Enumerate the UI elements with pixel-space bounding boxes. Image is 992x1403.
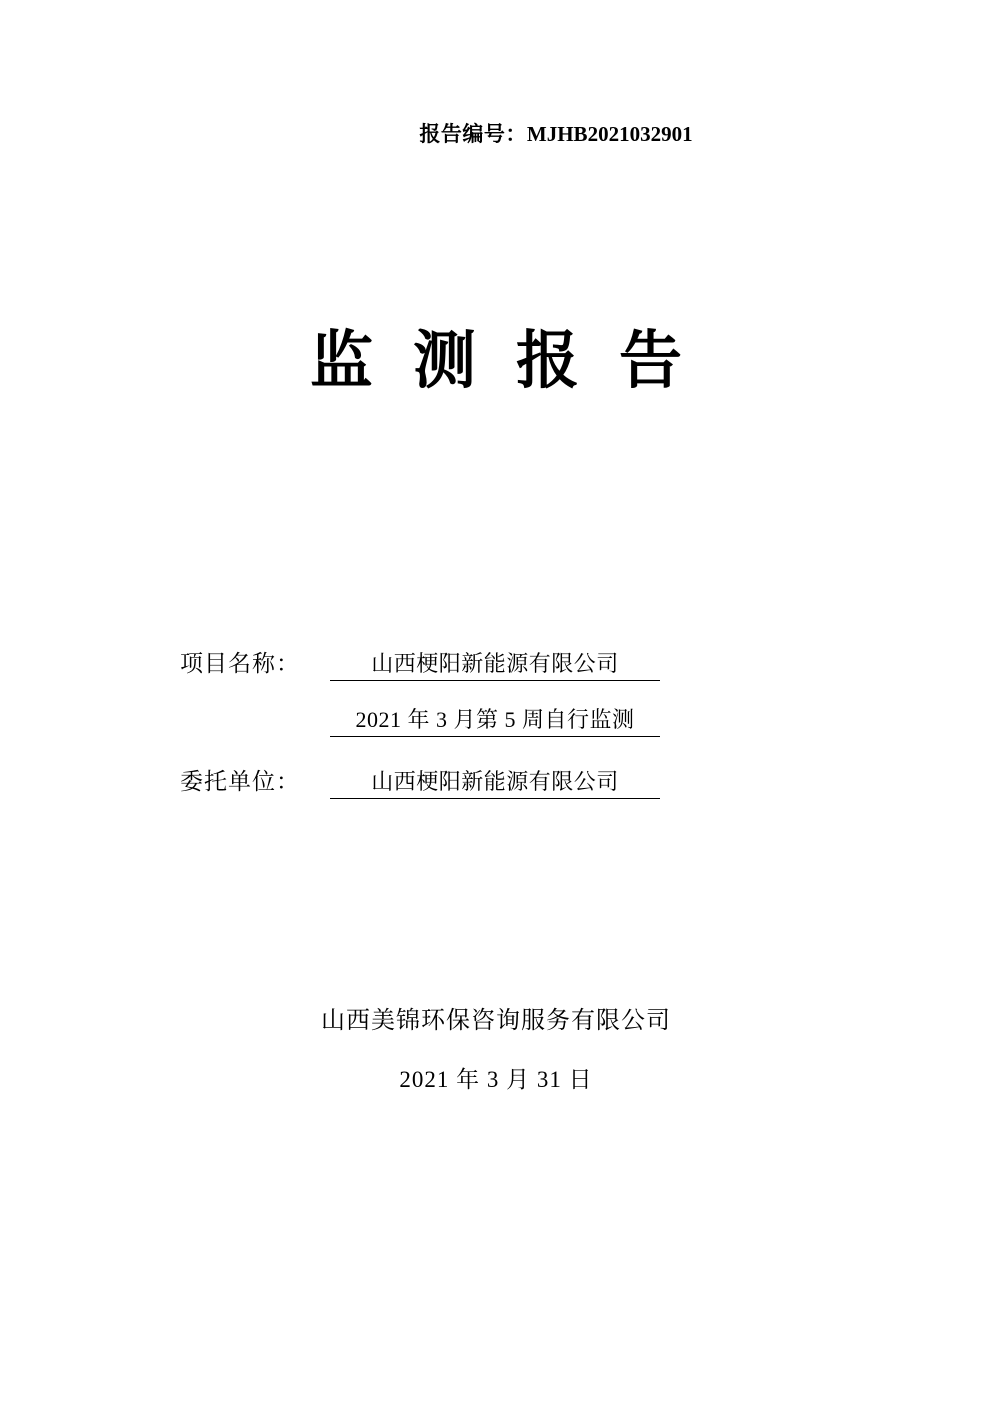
field-value-project-name: 山西梗阳新能源有限公司 <box>330 647 660 681</box>
page-title: 监测报告 <box>310 326 722 396</box>
document-footer <box>0 1000 992 1094</box>
issue-date: 2021 年 3 月 31 日 <box>399 1067 593 1092</box>
field-row-project-name <box>180 645 820 681</box>
field-label-client: 委托单位： <box>180 769 300 794</box>
report-number-line <box>0 118 992 148</box>
field-value-project-period: 2021 年 3 月第 5 周自行监测 <box>330 703 660 737</box>
report-number-label: 报告编号： <box>419 122 527 146</box>
field-label-project-name: 项目名称： <box>180 651 300 676</box>
report-number-value: MJHB2021032901 <box>526 122 693 146</box>
field-row-project-name-second-line <box>180 703 820 737</box>
field-row-client <box>180 763 820 799</box>
issuing-company: 山西美锦环保咨询服务有限公司 <box>321 1008 671 1034</box>
field-value-client: 山西梗阳新能源有限公司 <box>330 765 660 799</box>
project-fields <box>180 645 820 821</box>
